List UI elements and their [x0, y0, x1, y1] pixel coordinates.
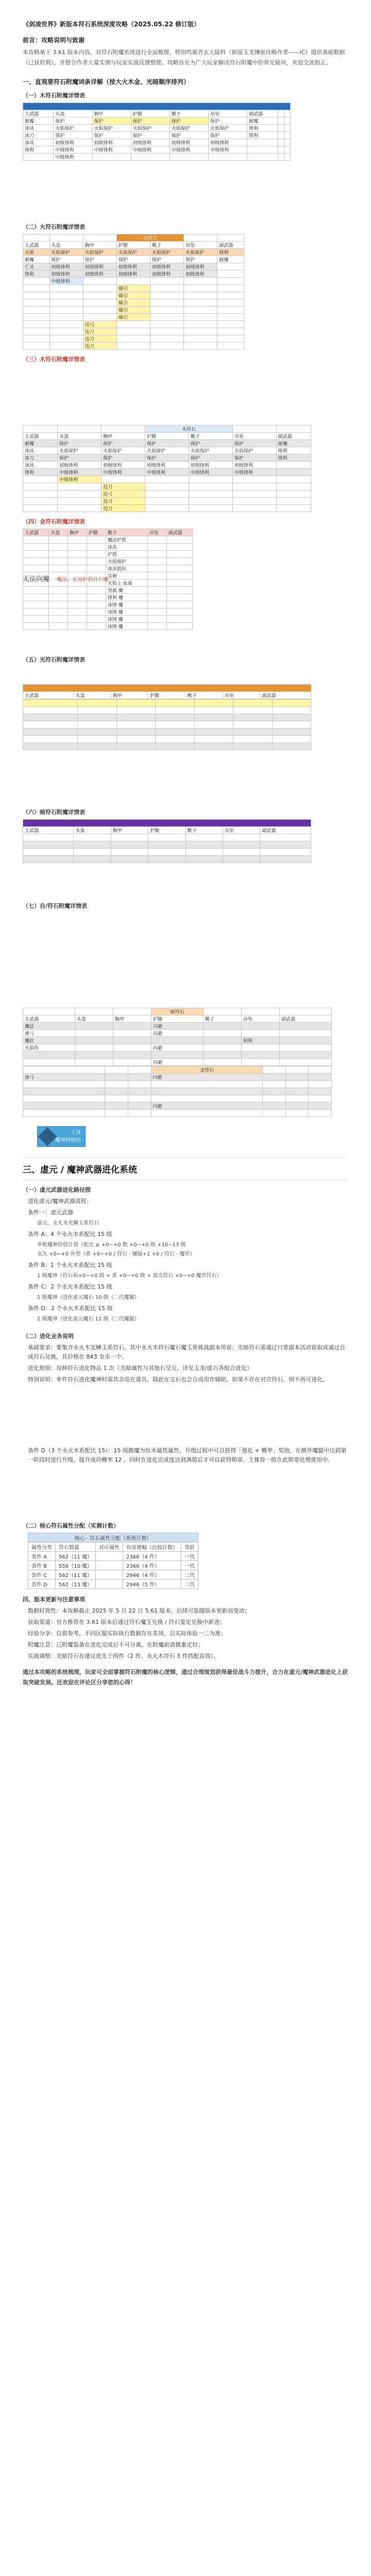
evolution-notes-subsection: （二）进化业务说明	[23, 1333, 74, 1340]
table-cell: 锋利 魔	[106, 594, 147, 601]
evolution-subsection: （一）虚元武器进化路径图	[23, 1187, 91, 1193]
table-cell: 冰风	[23, 139, 54, 146]
col-header: 胸甲	[92, 110, 131, 117]
col-header: 主武器	[23, 433, 58, 440]
table-cell	[23, 476, 58, 483]
col-header: 等阶	[181, 1543, 198, 1552]
table-cell: 火焰保护	[58, 447, 102, 454]
table-cell	[276, 469, 311, 476]
col-header: 对应属性	[96, 1543, 123, 1552]
table-cell: 闪避	[151, 1074, 263, 1081]
table-cell: 初级锋利	[184, 263, 217, 270]
table-cell	[131, 154, 170, 161]
table-cell: 初级锋利	[131, 139, 170, 146]
condition-d-detail: 条件 D（3 个永火木系配比 15）：15 级跑魔为钛木属性属性，升级过程中可以获得「强化 + 概率」奖励，在额外魔腿中达到第一阶段时进行升级，提升成功概率 12 ，同时在进化完成度达到满值后才可以获得勋章，主推荐一般在此勋章处理使用中。	[28, 1447, 347, 1463]
condition-1-item: 虚元、永火木光鳞玉系符石	[37, 1221, 99, 1226]
table-cell: 保护	[58, 454, 102, 462]
table-cell	[102, 476, 145, 483]
col-header: 护腿	[87, 529, 106, 536]
table-header: 核心 · 符石属性分配（系统计数）	[28, 1533, 198, 1543]
col-header: 胸甲	[102, 433, 145, 440]
table-header: 暗符石	[151, 1008, 204, 1015]
col-header: 吊坠	[223, 827, 260, 834]
table-cell: 火焰保护	[208, 125, 247, 132]
table-cell: 迅刀	[83, 328, 116, 335]
table-cell: 保护	[189, 440, 232, 447]
table-cell: 二代	[181, 1580, 198, 1589]
condition-b-item: 1 级魔神（符石和+0~+0 级 + 系 +0~+0 级 + 盈光符石 +0~+0 魔世符石）	[37, 1273, 222, 1279]
col-header: 靴子	[106, 529, 147, 536]
table-cell: 初级锋利	[189, 462, 232, 469]
table-cell	[247, 146, 278, 154]
col-header: 伤害增幅（比较计数）	[123, 1543, 181, 1552]
table-cell: 锋利	[276, 447, 311, 454]
table-cell	[92, 154, 131, 161]
metal-stone-table	[23, 1066, 332, 1117]
table-cell: 中级锋利	[49, 278, 83, 285]
table-cell: 火焰上 血量	[106, 580, 147, 587]
table-cell: 保护	[150, 256, 184, 263]
table-cell: 锋利	[247, 125, 278, 132]
table-cell: 耐魔	[23, 440, 58, 447]
table-cell: 锋利	[247, 132, 278, 139]
table-cell: 2946（4 件）	[123, 1570, 181, 1580]
section1-heading: 一、直观要符石附魔词条详解（按大火木金、光暗顺序排列）	[23, 78, 190, 86]
table-cell: 保护	[145, 454, 189, 462]
table-cell: 冰锋 魔	[106, 601, 147, 608]
table-cell: 条件 C	[28, 1570, 56, 1580]
table-cell	[145, 476, 189, 483]
table-cell: 初级锋利	[145, 462, 189, 469]
table-cell: 保护	[54, 132, 92, 139]
table-cell: 冰锋 魔	[106, 616, 147, 623]
col-header: 护腿	[148, 827, 185, 834]
table-cell: 条件 A	[28, 1552, 56, 1561]
quote-red-text: 魔法、无用护盾自石魔	[57, 577, 109, 583]
table-cell: 冰风	[23, 462, 58, 469]
table-cell: 556（10 魔）	[56, 1561, 96, 1570]
table-cell: 保护	[232, 440, 276, 447]
update-note: 数据时效性：本攻略截止 2025 年 5 月 22 日 5.61 版本，后续可能随版本更新而变动；	[28, 1607, 250, 1614]
col-header: 靴子	[203, 1015, 241, 1023]
table-header	[23, 820, 311, 827]
table-cell	[276, 462, 311, 469]
table-cell: 初级锋利	[49, 270, 83, 278]
table-cell	[96, 1580, 123, 1589]
table-cell	[276, 476, 311, 483]
col-header: 胸甲	[83, 242, 116, 249]
col-header: 吊坠	[223, 692, 260, 699]
col-header: 头盔	[54, 110, 92, 117]
table-cell: 保护	[131, 132, 170, 139]
table-cell: 闪避	[151, 1059, 204, 1066]
table-cell	[96, 1561, 123, 1570]
table-cell: 562（11 魔）	[56, 1552, 96, 1561]
table-cell: 一代	[181, 1552, 198, 1561]
table-cell: 2366（4 件）	[123, 1561, 181, 1570]
table-cell: 中级锋利	[54, 154, 92, 161]
table-cell: 初级锋利	[116, 270, 150, 278]
table-cell: 耐魔	[247, 117, 278, 125]
table-cell	[170, 154, 208, 161]
col-header: 主武器	[23, 1015, 75, 1023]
condition-c: 条件 C：2 个永火木系配比 15 级	[28, 1283, 112, 1290]
col-header: 头盔	[75, 1015, 113, 1023]
table-cell: 爆引	[116, 285, 150, 292]
fire-enchant-table	[23, 234, 244, 350]
table-cell: 中级锋利	[54, 146, 92, 154]
table-cell: 迅刀	[83, 343, 116, 350]
table-cell: 2366（4 件）	[123, 1552, 181, 1561]
table-cell: 中级锋利	[232, 469, 276, 476]
table-cell: 保护	[49, 256, 83, 263]
table-cell: 保护	[54, 117, 92, 125]
table-cell	[116, 278, 150, 285]
update-note: 实战调整：光暗符石在建议优先于两件（2 件、永火木符石 3 件搭配高效）。	[28, 1653, 219, 1659]
col-header: 护腿	[116, 242, 150, 249]
table-cell: 初级锋利	[208, 139, 247, 146]
subsection-wood-title: （一）木符石附魔详情表	[23, 92, 85, 99]
section3-heading: 三、虚元 / 魔神武器进化系统	[23, 1165, 138, 1175]
col-header: 护腿	[131, 110, 170, 117]
col-header: 头盔	[74, 827, 111, 834]
hammer-icon	[38, 1127, 57, 1146]
section4-heading: 四、版本更新与注意事项	[23, 1596, 85, 1603]
table-cell: 初级锋利	[58, 462, 102, 469]
table-cell: 火焰保护	[150, 249, 184, 256]
col-header: 副武器	[276, 433, 311, 440]
table-cell: 冰风	[23, 447, 58, 454]
table-cell: 闪避	[151, 1030, 204, 1037]
col-header: 副武器	[260, 827, 311, 834]
table-cell: 闪避	[151, 1023, 204, 1030]
table-cell: 爆引	[116, 307, 150, 314]
col-header: 胸甲	[111, 692, 148, 699]
col-header: 头盔	[49, 529, 68, 536]
col-header: 副武器	[166, 529, 192, 536]
table-cell: 火焰保护	[83, 249, 116, 256]
wood-enchant-table-1	[23, 103, 291, 161]
table-cell: 中级锋利	[102, 469, 145, 476]
table-cell: 冰刀	[23, 132, 54, 139]
evolution-note: 特别说明：单件符石进化魔神时需其余用在道具，除此在宝石也会合成用作辅助，如果不存在对应符石，则不再可进化。	[28, 1376, 328, 1383]
col-header: 主武器	[23, 692, 74, 699]
table-cell	[217, 270, 244, 278]
table-cell: 2946（5 件）	[123, 1580, 181, 1589]
table-cell: 火焰保护	[102, 447, 145, 454]
table-cell: 火焰保护	[170, 125, 208, 132]
table-cell: 尖刺	[106, 572, 147, 580]
table-cell: 火焰保护	[232, 447, 276, 454]
table-cell: 锋利	[217, 249, 244, 256]
table-cell: 冰风	[23, 125, 54, 132]
table-cell: 火焰保护	[54, 125, 92, 132]
table-cell: 562（11 魔）	[56, 1570, 96, 1580]
table-cell: 耐魔	[23, 256, 50, 263]
table-cell: 爆引	[116, 314, 150, 321]
table-cell: 中级锋利	[92, 146, 131, 154]
table-cell: 保护	[102, 440, 145, 447]
table-cell: 亡灵	[23, 263, 50, 270]
table-header	[23, 103, 291, 110]
tool-badge[interactable]	[37, 1126, 86, 1147]
table-cell: 闪避	[151, 1044, 204, 1052]
table-header	[23, 685, 311, 692]
table-cell	[83, 278, 116, 285]
col-header: 靴子	[150, 242, 184, 249]
table-cell: 迅弓	[83, 321, 116, 328]
table-cell: 冰锋 魔	[106, 623, 147, 630]
table-cell: 保护	[208, 117, 247, 125]
col-header: 吊坠	[147, 529, 166, 536]
table-cell: 迅刀	[102, 483, 145, 490]
condition-1: 条件一：虚元武器	[28, 1209, 73, 1216]
table-cell: 迅刀	[83, 335, 116, 343]
table-cell: 初级锋利	[92, 139, 131, 146]
document-title: 《剑凌世界》新版本符石系统深度攻略（2025.05.22 修订版）	[23, 21, 200, 28]
col-header: 靴子	[185, 827, 223, 834]
subsection-fire-title: （二）火符石附魔详情表	[23, 224, 85, 230]
table-cell: 坚毅 魔	[106, 587, 147, 594]
col-header: 副武器	[217, 242, 244, 249]
attribute-table	[28, 1533, 198, 1589]
dark-enchant-table	[23, 819, 348, 891]
condition-c-item: 1 级魔神（进化虚元魔石 10 级（二代魔腿）	[37, 1295, 140, 1300]
col-header: 副武器	[260, 692, 311, 699]
table-cell: 爆引	[116, 292, 150, 299]
update-note: 经验分享：仅供参考，不同区服实际执行数据存在差异，以实际体验一二为准；	[28, 1630, 226, 1637]
col-header: 靴子	[189, 433, 232, 440]
evolution-note: 进化规则：每种符石进化物品 1 次（光暗属性与其他石交互，详见玉龙/虚石各组合进化）	[28, 1365, 252, 1371]
table-cell: 保护	[92, 117, 131, 125]
table-cell: 中级锋利	[131, 146, 170, 154]
table-cell: 火焰保护	[106, 558, 147, 565]
table-cell: 锋利	[23, 270, 50, 278]
table-header: 木符石	[145, 426, 233, 433]
col-header: 符石数量	[56, 1543, 96, 1552]
table-cell: 锋利	[23, 146, 54, 154]
table-cell: 钥锁	[242, 1037, 280, 1044]
table-cell: 冰冻抵抗	[106, 565, 147, 572]
table-cell: 耐魔	[23, 117, 54, 125]
col-header: 护腿	[148, 692, 185, 699]
table-cell: 中级锋利	[145, 469, 189, 476]
table-cell: 初级锋利	[232, 462, 276, 469]
col-header: 吊坠	[184, 242, 217, 249]
table-cell: 二代	[181, 1570, 198, 1580]
table-cell: 保护	[232, 454, 276, 462]
table-cell: 火焰保护	[145, 447, 189, 454]
table-cell: 火焰保护	[92, 125, 131, 132]
table-cell: 保护	[58, 440, 102, 447]
quote-text: 无法向魔	[23, 575, 50, 583]
table-cell	[23, 154, 54, 161]
col-header: 头盔	[49, 242, 83, 249]
table-cell	[217, 278, 244, 285]
table-cell: 中级锋利	[189, 469, 232, 476]
table-cell: 冰冻	[106, 544, 147, 551]
condition-b: 条件 B：1 个永火木系配比 15 级	[28, 1262, 112, 1268]
col-header: 副武器	[247, 110, 278, 117]
table-cell: 迅弓	[102, 490, 145, 498]
col-header: 靴子	[170, 110, 208, 117]
table-cell: 初级锋利	[83, 270, 116, 278]
col-header: 主武器	[23, 529, 49, 536]
table-cell: 中级锋利	[58, 476, 102, 483]
table-cell: 火焰保护	[49, 249, 83, 256]
col-header: 属性分类	[28, 1543, 56, 1552]
table-cell	[96, 1552, 123, 1561]
table-cell: 保护	[131, 117, 170, 125]
tool-sublabel: 魔神回核出	[55, 1138, 81, 1143]
table-cell	[247, 139, 278, 146]
table-cell: 一代	[181, 1561, 198, 1570]
table-cell: 保护	[208, 132, 247, 139]
table-cell: 初级锋利	[150, 270, 184, 278]
table-cell: 562（13 魔）	[56, 1580, 96, 1589]
evolution-note: 基础要求：要集齐永火木光鳞玉系符石，其中永火木符石魔石魔玉常挑战副本所获；光暗符石需通过日常副本活动获取或通过合成符石兑换，其价格在 843 金币一个。	[28, 1344, 345, 1360]
table-cell: 耐魔	[217, 256, 244, 263]
table-cell: 魔抗	[23, 1037, 75, 1044]
table-cell: 虚弓	[23, 1030, 75, 1037]
tool-area	[23, 1122, 348, 1153]
table-cell: 保护	[184, 256, 217, 263]
col-header: 主武器	[23, 110, 54, 117]
table-cell: 火焰	[23, 249, 50, 256]
subsection-metal-title: （四）金符石附魔详情表	[23, 518, 85, 525]
condition-a: 条件 A：4 个永火木系配比 15 级	[28, 1231, 112, 1238]
closing-paragraph: 通过本攻略的系统梳理，玩家可全面掌握符石附魔的核心逻辑，通过合理规划获得最佳战斗力提升，合力在虚元/魔神武器进化上获取突破发展。还欢迎在评论区分享您的心得！	[23, 1669, 348, 1686]
condition-a-item: 单枪魔神价值计划（配比 ≥ +0~+0 数 +0~+0 级 +10~13 级	[37, 1242, 186, 1248]
divider	[23, 1157, 348, 1158]
subsection-void-title: （七）自/符石附魔详情表	[23, 903, 88, 909]
table-cell: 保护	[102, 454, 145, 462]
table-cell: 条件 B	[28, 1561, 56, 1570]
table-cell: 冰刀	[23, 454, 58, 462]
table-cell: 初级锋利	[184, 270, 217, 278]
col-header: 吊坠	[208, 110, 247, 117]
table-cell: 初级锋利	[116, 263, 150, 270]
col-header: 护腿	[151, 1015, 204, 1023]
col-header: 胸甲	[111, 827, 148, 834]
table-cell: 初级锋利	[83, 263, 116, 270]
update-note: 附魔注意：已附魔装备在进化完成后不可分离，在附魔前请慎重定好；	[28, 1641, 204, 1648]
col-header: 头盔	[74, 692, 111, 699]
table-cell: 耐魔	[276, 440, 311, 447]
condition-a-item: 永久 +0~+0 外型（系 +0~+0 / 符石 · 嫌疑+1 +0 / 符石 · 魔世）	[37, 1251, 195, 1257]
table-cell	[217, 263, 244, 270]
table-cell: 中级锋利	[58, 469, 102, 476]
table-cell	[150, 278, 184, 285]
table-cell: 初级锋利	[170, 139, 208, 146]
table-cell: 迅刀	[102, 498, 145, 505]
table-cell: 迅刀	[102, 505, 145, 512]
col-header: 胸甲	[68, 529, 87, 536]
table-cell: 保护	[189, 454, 232, 462]
col-header: 主武器	[23, 242, 50, 249]
attribute-table-subsection: （二）核心符石属性分配（实测计数）	[23, 1522, 119, 1529]
table-cell: 初级锋利	[54, 139, 92, 146]
table-header: 火符石	[116, 234, 183, 242]
col-header: 吊坠	[242, 1015, 280, 1023]
table-cell: 闪避	[151, 1103, 263, 1110]
table-cell: 保护	[83, 256, 116, 263]
table-cell	[247, 154, 278, 161]
table-cell: 条件 D	[28, 1580, 56, 1589]
table-cell: 中级锋利	[170, 146, 208, 154]
table-cell: 保护	[170, 132, 208, 139]
table-cell: 冰锋 魔	[106, 608, 147, 616]
table-cell	[189, 476, 232, 483]
col-header: 主武器	[23, 827, 74, 834]
table-cell	[184, 278, 217, 285]
quote-block	[23, 573, 348, 583]
col-header: 胸甲	[113, 1015, 151, 1023]
tool-label: 工具	[71, 1130, 81, 1136]
table-cell	[232, 476, 276, 483]
table-cell	[96, 1570, 123, 1580]
table-cell: 锋利	[276, 454, 311, 462]
table-cell: 火焰保护	[189, 447, 232, 454]
table-cell: 火焰保护	[116, 249, 150, 256]
col-header: 副武器	[280, 1015, 332, 1023]
prelude-paragraph: 本攻略基于 3.61 版本内容，对符石附魔系统进行全面梳理，特别鸣谢青玄大陆科（新版玉龙镶嵌攻略作者——IC）提供基础数据（已获转载），并整合作者大量实测与玩家实战反馈整理。攻略旨在为广大玩家解决符石附魔中的常见疑问，欢迎交流指正。	[23, 49, 345, 66]
table-cell: 锋利	[23, 469, 58, 476]
divider	[23, 1179, 348, 1180]
prelude-heading: 前言：攻略说明与致谢	[23, 37, 85, 44]
table-cell: 初级锋利	[49, 263, 83, 270]
table-cell: 初级锋利	[150, 263, 184, 270]
subsection-dark-title: （六）暗符石附魔详情表	[23, 809, 85, 816]
table-header: 金符石	[151, 1066, 263, 1074]
condition-d-item: 2 级魔神（进化虚元魔石 11 级（二代魔腿）	[37, 1316, 140, 1322]
table-cell: 初级锋利	[102, 462, 145, 469]
update-note: 获取渠道：官方推荐在 3.61 版本后通过符石魔玉兑换 / 符石鉴定兑换中新进；	[28, 1619, 226, 1625]
col-header: 靴子	[185, 692, 223, 699]
col-header: 吊坠	[232, 433, 276, 440]
subsection-wood2-title: （三）木符石附魔详情表	[23, 356, 85, 363]
table-cell: 爆引	[116, 299, 150, 307]
table-cell: 虚弓	[23, 1074, 105, 1081]
table-cell: 保护	[170, 117, 208, 125]
table-cell: 中级锋利	[208, 146, 247, 154]
wood-enchant-table-2	[23, 425, 311, 512]
table-cell: 魔法护盾	[106, 536, 147, 544]
table-cell: 保护	[145, 440, 189, 447]
table-cell: 保护	[92, 132, 131, 139]
table-cell	[208, 154, 247, 161]
subsection-light-title: （五）光符石附魔详情表	[23, 656, 85, 663]
table-cell: 火焰保护	[184, 249, 217, 256]
light-enchant-table	[23, 684, 348, 803]
condition-d: 条件 D：2 个永火木系配比 15 级	[28, 1305, 113, 1312]
document-page	[21, 0, 350, 2576]
col-header: 头盔	[58, 433, 102, 440]
table-cell: 火焰保护	[131, 125, 170, 132]
dark-stone-table	[23, 1008, 332, 1066]
table-cell	[23, 278, 50, 285]
table-cell: 火焰伤	[23, 1044, 75, 1052]
col-header: 护腿	[145, 433, 189, 440]
table-cell: 护盾	[106, 551, 147, 558]
table-cell: 保护	[116, 256, 150, 263]
evolution-line: 进化虚元/魔神武器流程：	[28, 1198, 92, 1205]
table-cell: 魔法	[23, 1023, 75, 1030]
